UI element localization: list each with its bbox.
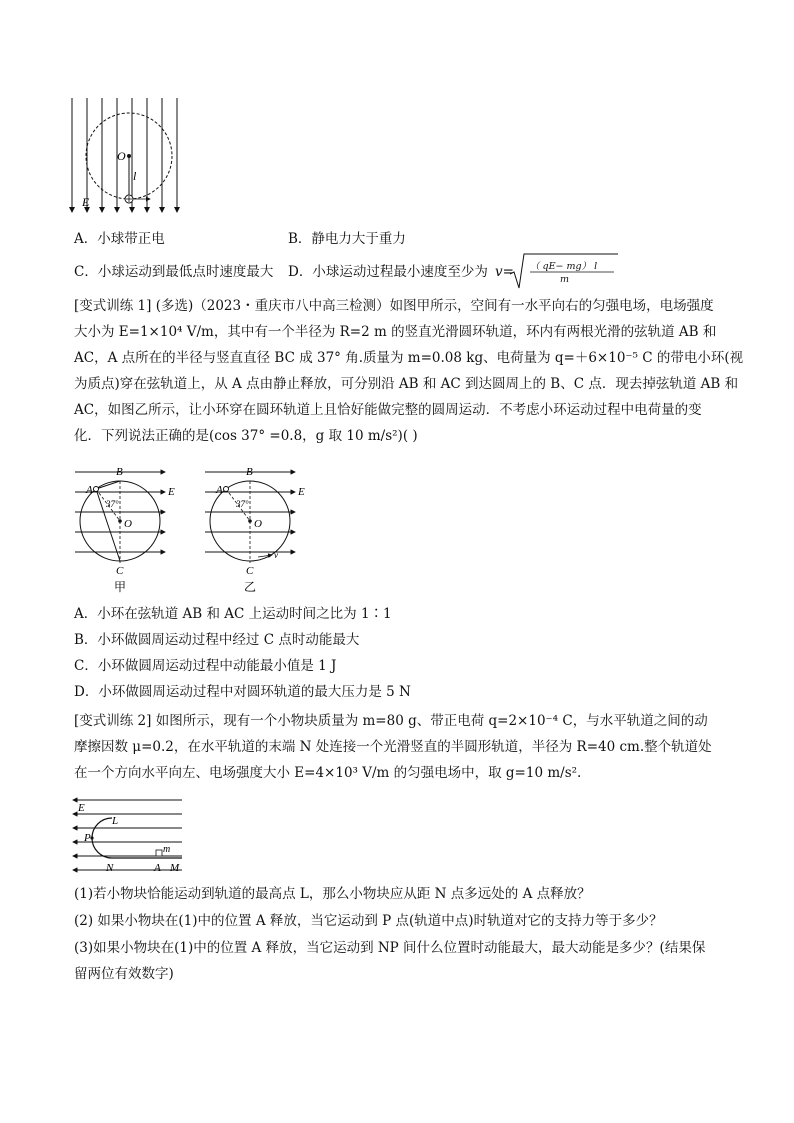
q1-line-6: 化．下列说法正确的是(cos 37° =0.8，g 取 10 m/s²)( ) [74,428,418,444]
track-label-L: L [112,815,119,827]
q1-option-c: C．小环做圆周运动过程中动能最小值是 1 J [74,658,337,674]
q1-option-d: D．小环做圆周运动过程中对圆环轨道的最大压力是 5 N [74,684,411,700]
q2-line-3: 在一个方向水平向左、电场强度大小 E=4×10³ V/m 的匀强电场中，取 g=10 m/s². [74,765,582,781]
q1-line-5: AC，如图乙所示，让小环穿在圆环轨道上且恰好能做完整的圆周运动．不考虑小环运动过程中电荷量的变 [74,402,702,418]
option-c: C．小球运动到最低点时速度最大 [74,264,274,280]
jia-caption: 甲 [114,580,127,594]
q1-option-b: B．小环做圆周运动过程中经过 C 点时动能最大 [74,632,360,648]
yi-label-A: A [216,484,223,496]
yi-angle: 37° [236,499,249,509]
label-O: O [117,149,126,163]
q2-line-2: 摩擦因数 μ=0.2，在水平轨道的末端 N 处连接一个光滑竖直的半圆形轨道，半径为 R=40 cm.整个轨道处 [74,739,712,755]
label-E: E [82,195,90,209]
q2-line-1: [变式训练 2] 如图所示，现有一个小物块质量为 m=80 g、带正电荷 q=2×10⁻⁴ C，与水平轨道之间的动 [74,713,708,729]
option-a: A．小球带正电 [74,231,165,247]
q2-sub-3-cont: 留两位有效数字) [74,966,174,982]
option-d: D．小球运动过程最小速度至少为 [288,264,488,280]
q1-line-3: AC，A 点所在的半径与竖直直径 BC 成 37° 角.质量为 m=0.08 kg、电荷量为 q=＋6×10⁻⁵ C 的带电小环(视 [74,350,744,366]
jia-label-O: O [124,518,132,530]
fraction-denominator: m [560,274,570,285]
track-label-A: A [154,862,161,874]
track-label-M: M [170,862,180,874]
jia-label-B: B [116,466,123,478]
label-l: l [133,169,137,183]
yi-label-B: B [246,466,253,478]
jia-label-E: E [168,486,175,498]
fraction-numerator: （ qE− mg） l [530,261,598,272]
yi-label-C: C [246,565,254,577]
yi-label-O: O [254,518,262,530]
jia-label-C: C [116,565,124,577]
figure-circle-vertical-field [62,96,192,216]
yi-label-v: v [274,550,278,560]
track-label-E: E [78,802,85,814]
q1-line-2: 大小为 E=1×10⁴ V/m，其中有一个半径为 R=2 m 的竖直光滑圆环轨道，环内有两根光滑的弦轨道 AB 和 [74,324,717,340]
q1-option-a: A．小环在弦轨道 AB 和 AC 上运动时间之比为 1∶1 [74,606,392,622]
jia-label-A: A [86,484,93,496]
yi-caption: 乙 [244,580,257,594]
q1-line-1: [变式训练 1] (多选)（2023・重庆市八中高三检测）如图甲所示，空间有一水平向右的匀强电场，电场强度 [74,298,714,314]
track-label-m: m [163,844,171,855]
jia-angle: 37° [106,499,119,509]
track-label-P: P [84,832,91,844]
figure-track [70,794,190,874]
option-b: B．静电力大于重力 [288,231,406,247]
figure-jia [70,455,190,595]
track-label-N: N [106,862,114,874]
q2-sub-2: (2) 如果小物块在(1)中的位置 A 释放，当它运动到 P 点(轨道中点)时轨道对它的支持力等于多少？ [74,913,663,929]
yi-label-E: E [298,486,305,498]
q1-line-4: 为质点)穿在弦轨道上，从 A 点由静止释放，可分别沿 AB 和 AC 到达圆周上的 B、C 点．现去掉弦轨道 AB 和 [74,376,739,392]
q2-sub-1: (1)若小物块恰能运动到轨道的最高点 L，那么小物块应从距 N 点多远处的 A 点释放？ [74,886,591,902]
q2-sub-3: (3)如果小物块在(1)中的位置 A 释放，当它运动到 NP 间什么位置时动能最大，最大动能是多少？(结果保 [74,940,706,956]
figure-yi [200,455,320,595]
option-d-v: v= [495,264,514,280]
